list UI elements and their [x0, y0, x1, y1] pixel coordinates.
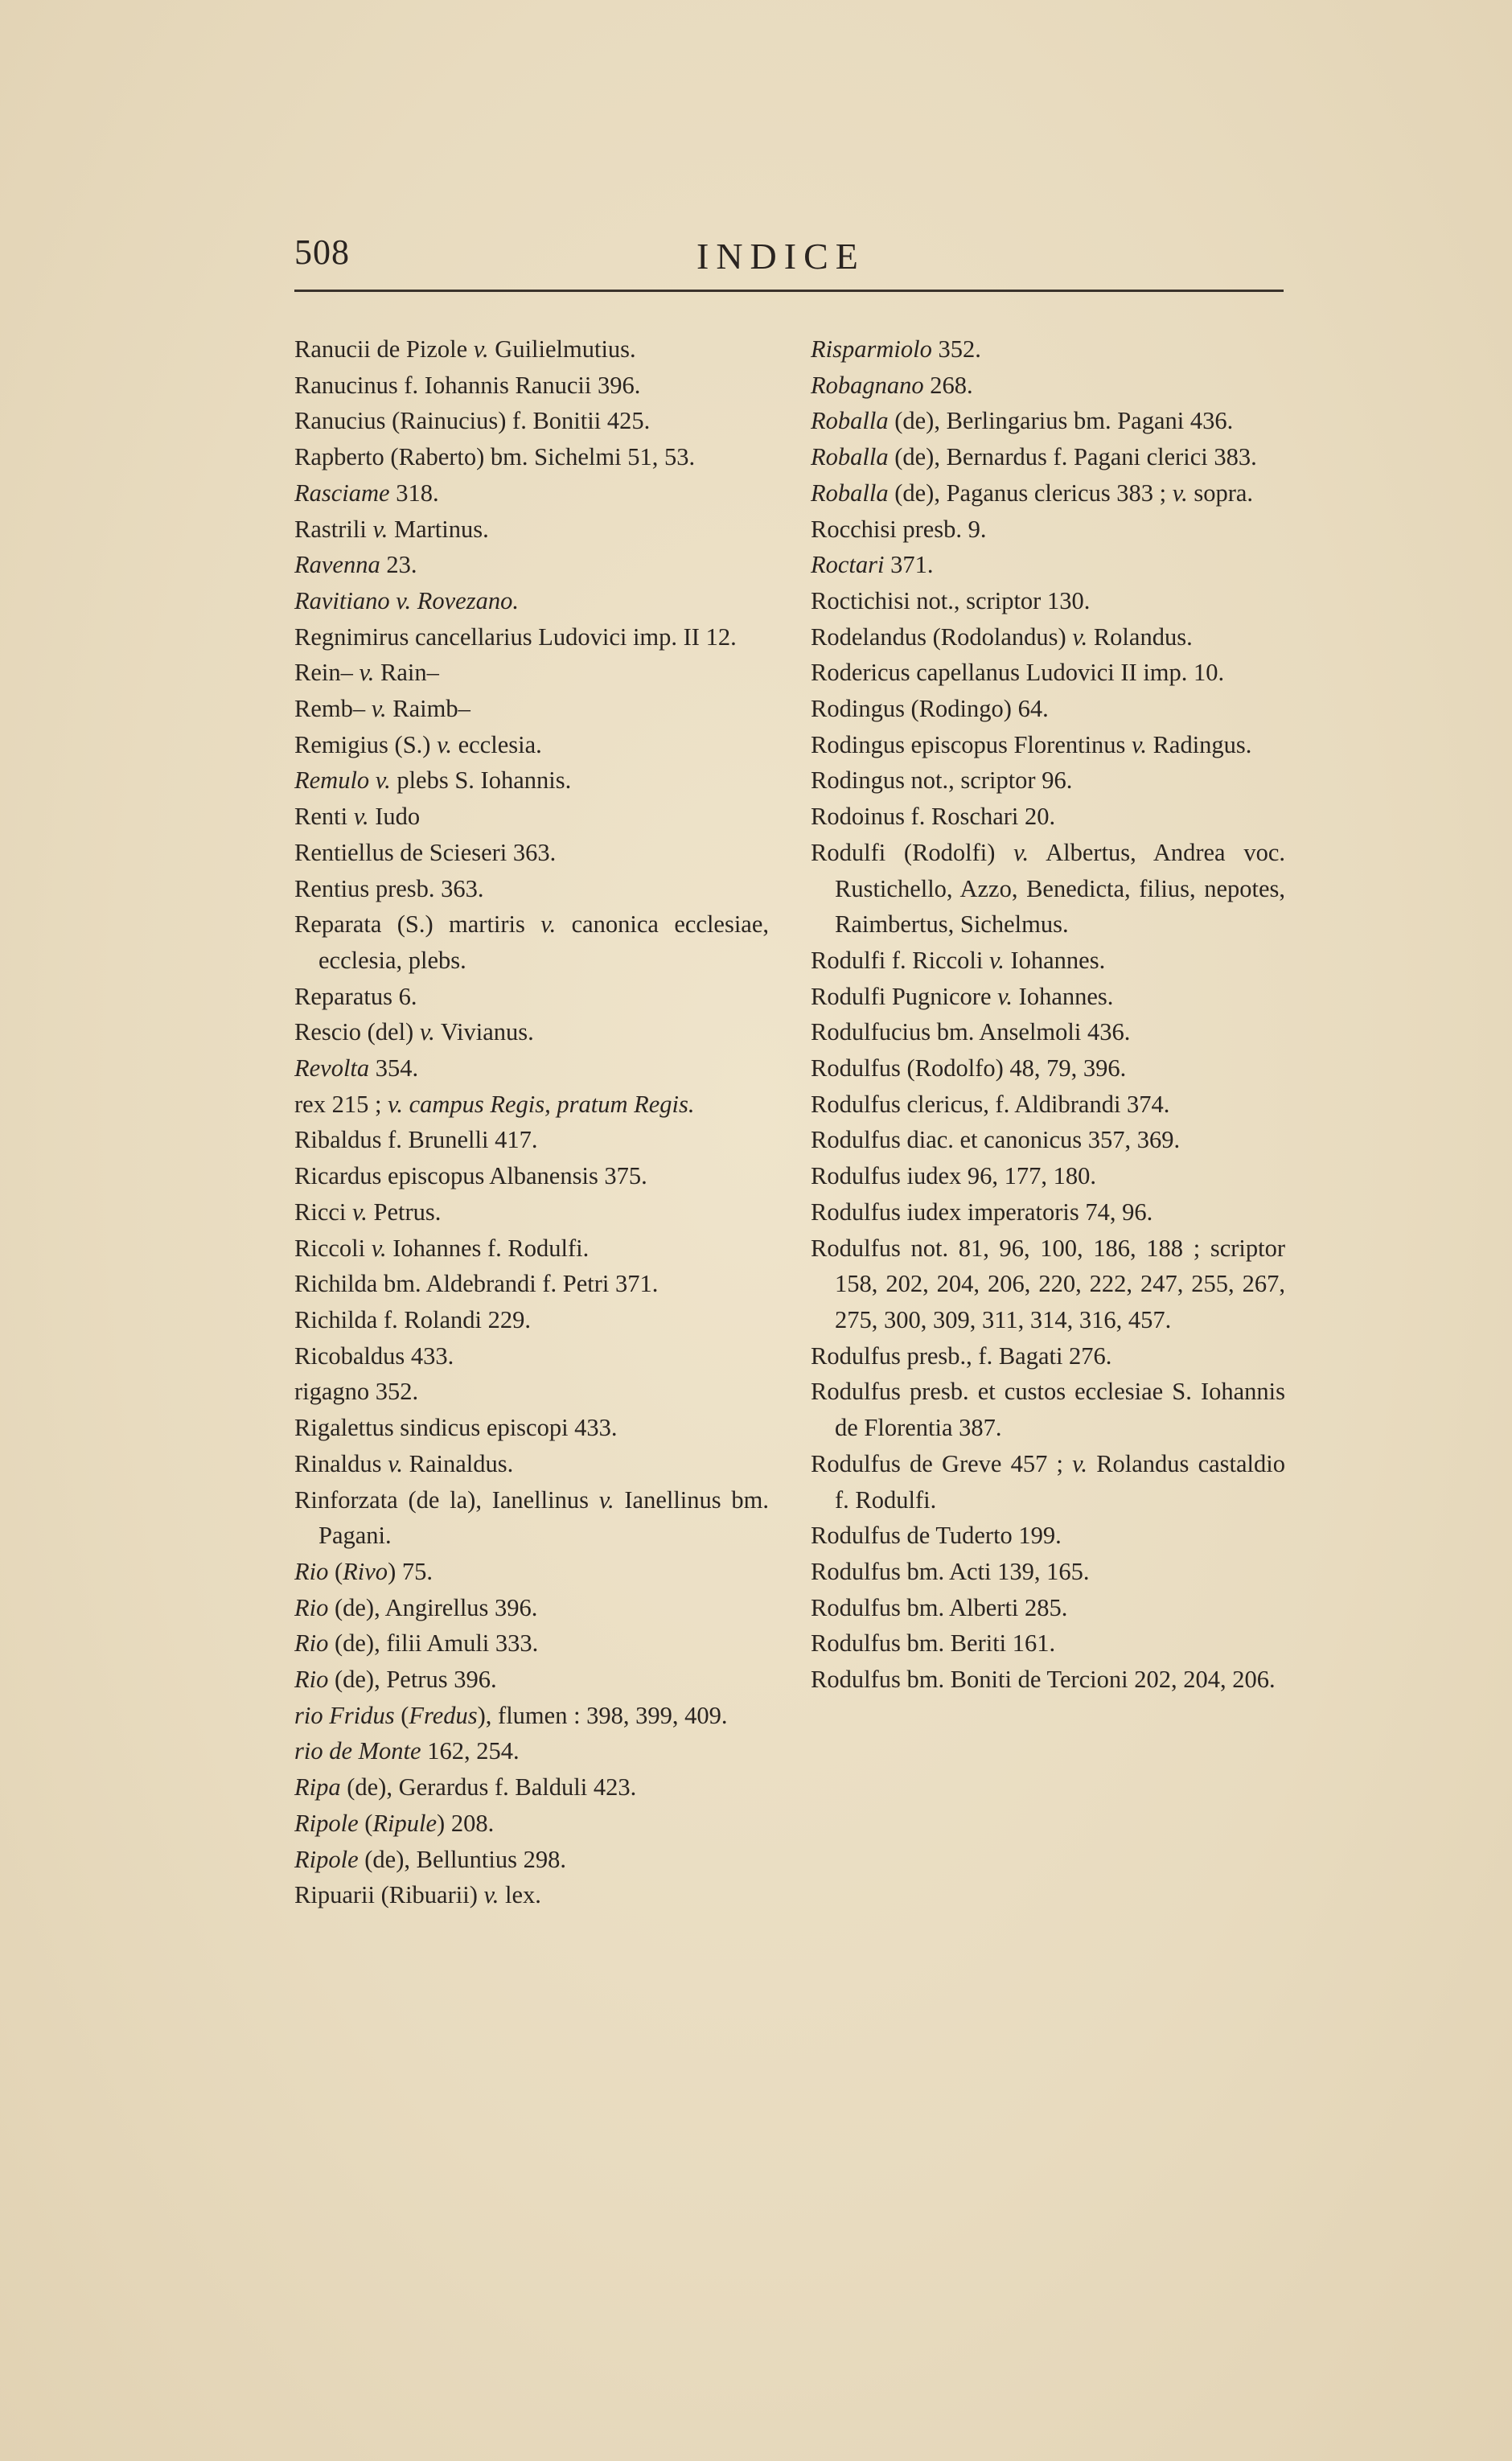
- index-entry: rio Fridus (Fredus), flumen : 398, 399, 409.: [294, 1701, 728, 1729]
- index-entry: Rodulfi f. Riccoli v. Iohannes.: [811, 946, 1106, 974]
- index-entry: Robagnano 268.: [811, 371, 973, 399]
- index-entry: Risparmiolo 352.: [811, 335, 981, 363]
- index-entry: Roctari 371.: [811, 551, 934, 579]
- index-entry: Rastrili v. Martinus.: [294, 515, 489, 543]
- index-entry: Rodericus capellanus Ludovici II imp. 10.: [811, 659, 1225, 687]
- index-entry: Ranucius (Rainucius) f. Bonitii 425.: [294, 407, 651, 435]
- index-entry: Rescio (del) v. Vivianus.: [294, 1018, 534, 1046]
- index-entry: Rodulfucius bm. Anselmoli 436.: [811, 1018, 1131, 1046]
- index-entry: Roballa (de), Berlingarius bm. Pagani 436.: [811, 407, 1234, 435]
- index-entry: Remigius (S.) v. ecclesia.: [294, 730, 542, 758]
- index-entry: Rodulfus bm. Boniti de Tercioni 202, 204, 206.: [811, 1666, 1276, 1694]
- index-entry: Rasciame 318.: [294, 479, 439, 507]
- index-entry: Rodingus not., scriptor 96.: [811, 766, 1073, 795]
- index-entry: Rodulfi (Rodolfi) v. Albertus, Andrea voc. Rustichello, Azzo, Benedicta, filius, nepotes, Raimbertus, Sichelmus.: [811, 838, 1285, 939]
- index-entry: Ribaldus f. Brunelli 417.: [294, 1126, 538, 1154]
- index-entry: Reparatus 6.: [294, 982, 417, 1010]
- index-entry: Roballa (de), Paganus clericus 383 ; v. sopra.: [811, 479, 1254, 507]
- index-entry: Roctichisi not., scriptor 130.: [811, 586, 1091, 614]
- index-entry: rio de Monte 162, 254.: [294, 1737, 520, 1765]
- index-entry: Ricobaldus 433.: [294, 1341, 454, 1370]
- index-entry: Ravenna 23.: [294, 551, 417, 579]
- index-entry: Ripole (Ripule) 208.: [294, 1809, 495, 1837]
- index-entry: Ricci v. Petrus.: [294, 1198, 442, 1226]
- index-entry: Rentius presb. 363.: [294, 874, 484, 902]
- index-entry: Rodulfus clericus, f. Aldibrandi 374.: [811, 1090, 1170, 1118]
- index-entry: Rio (de), Angirellus 396.: [294, 1593, 538, 1621]
- index-entry: Rein– v. Rain–: [294, 659, 439, 687]
- index-entry: Rodulfus iudex imperatoris 74, 96.: [811, 1198, 1153, 1226]
- index-entry: Remb– v. Raimb–: [294, 695, 470, 723]
- index-entry: Ranucii de Pizole v. Guilielmutius.: [294, 335, 636, 363]
- index-entry: Ravitiano v. Rovezano.: [294, 586, 519, 614]
- index-entry: Rodoinus f. Roschari 20.: [811, 803, 1056, 831]
- index-entry: Rodulfus presb., f. Bagati 276.: [811, 1341, 1112, 1370]
- index-entry: Rodulfus de Greve 457 ; v. Rolandus castaldio f. Rodulfi.: [811, 1449, 1285, 1514]
- index-entry: Ranucinus f. Iohannis Ranucii 396.: [294, 371, 641, 399]
- index-entry: Ripuarii (Ribuarii) v. lex.: [294, 1881, 541, 1909]
- index-entry: Rio (de), Petrus 396.: [294, 1666, 497, 1694]
- index-entry: Rodulfus diac. et canonicus 357, 369.: [811, 1126, 1181, 1154]
- index-entry: Rodulfus bm. Alberti 285.: [811, 1593, 1068, 1621]
- index-column-left: [294, 331, 769, 1913]
- index-entry: Rapberto (Raberto) bm. Sichelmi 51, 53.: [294, 443, 696, 471]
- index-entry: Rio (Rivo) 75.: [294, 1557, 433, 1585]
- index-entry: Ripa (de), Gerardus f. Balduli 423.: [294, 1773, 637, 1802]
- index-entry: Rocchisi presb. 9.: [811, 515, 987, 543]
- index-entry: Rentiellus de Scieseri 363.: [294, 838, 557, 866]
- index-entry: Roballa (de), Bernardus f. Pagani clerici 383.: [811, 443, 1257, 471]
- index-entry: Riccoli v. Iohannes f. Rodulfi.: [294, 1234, 590, 1262]
- index-entry: Rodingus episcopus Florentinus v. Radingus.: [811, 730, 1252, 758]
- page-title: INDICE: [696, 236, 865, 277]
- index-column-right: [811, 331, 1285, 1698]
- index-entry: Rodulfus de Tuderto 199.: [811, 1522, 1062, 1550]
- index-entry: Remulo v. plebs S. Iohannis.: [294, 766, 572, 795]
- index-entry: rex 215 ; v. campus Regis, pratum Regis.: [294, 1090, 695, 1118]
- index-entry: Rodulfus (Rodolfo) 48, 79, 396.: [811, 1054, 1127, 1083]
- index-entry: Rinaldus v. Rainaldus.: [294, 1449, 514, 1477]
- index-entry: Rodingus (Rodingo) 64.: [811, 695, 1049, 723]
- index-entry: Rodulfus bm. Beriti 161.: [811, 1629, 1056, 1658]
- index-entry: Rigalettus sindicus episcopi 433.: [294, 1414, 618, 1442]
- index-entry: Ripole (de), Belluntius 298.: [294, 1845, 566, 1873]
- index-entry: Rodulfi Pugnicore v. Iohannes.: [811, 982, 1114, 1010]
- index-entry: Rio (de), filii Amuli 333.: [294, 1629, 539, 1658]
- index-entry: Reparata (S.) martiris v. canonica ecclesiae, ecclesia, plebs.: [294, 910, 770, 974]
- index-entry: Richilda bm. Aldebrandi f. Petri 371.: [294, 1270, 659, 1298]
- index-entry: Renti v. Iudo: [294, 803, 421, 831]
- index-entry: Rodulfus iudex 96, 177, 180.: [811, 1162, 1096, 1190]
- index-entry: Rodulfus bm. Acti 139, 165.: [811, 1557, 1090, 1585]
- index-entry: Richilda f. Rolandi 229.: [294, 1305, 531, 1333]
- index-entry: Rinforzata (de la), Ianellinus v. Ianellinus bm. Pagani.: [294, 1485, 769, 1550]
- header-rule: [294, 290, 1284, 292]
- index-entry: Rodelandus (Rodolandus) v. Rolandus.: [811, 622, 1193, 651]
- index-entry: rigagno 352.: [294, 1378, 419, 1406]
- index-entry: Revolta 354.: [294, 1054, 419, 1083]
- index-entry: Regnimirus cancellarius Ludovici imp. II 12.: [294, 622, 737, 651]
- index-entry: Rodulfus presb. et custos ecclesiae S. Iohannis de Florentia 387.: [811, 1378, 1285, 1442]
- page-number: 508: [294, 232, 350, 272]
- index-entry: Rodulfus not. 81, 96, 100, 186, 188 ; scriptor 158, 202, 204, 206, 220, 222, 247, 255, 267, 275, 300, 309, 311, 314, 316, 457.: [811, 1234, 1285, 1333]
- index-entry: Ricardus episcopus Albanensis 375.: [294, 1162, 647, 1190]
